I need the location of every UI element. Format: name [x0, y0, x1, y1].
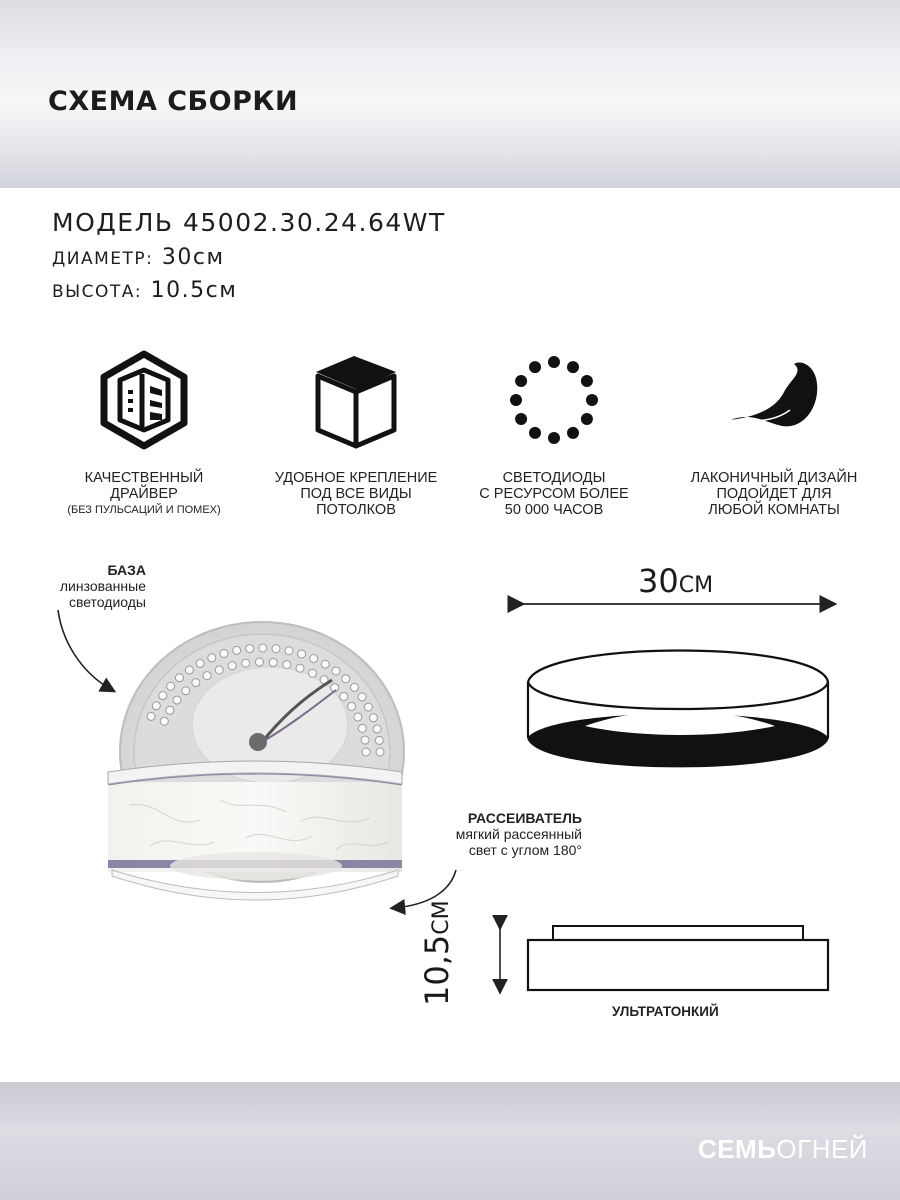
feature-leds-caption: СВЕТОДИОДЫ С РЕСУРСОМ БОЛЕЕ 50 000 ЧАСОВ [479, 470, 629, 518]
callout-base-line1: линзованные [59, 578, 146, 594]
led-bead [310, 655, 318, 663]
callout-base-line2: светодиоды [68, 594, 146, 610]
led-bead [167, 682, 175, 690]
led-bead [185, 666, 193, 674]
spec-model: МОДЕЛЬ 45002.30.24.64WT [52, 208, 446, 237]
led-bead [350, 683, 358, 691]
led-bead [283, 661, 291, 669]
top-dimension-drawing [520, 604, 832, 766]
led-bead [159, 692, 167, 700]
width-dimension-label [638, 562, 713, 600]
feature-mount-caption: УДОБНОЕ КРЕПЛЕНИЕ ПОД ВСЕ ВИДЫ ПОТОЛКОВ [274, 470, 438, 518]
led-bead [228, 662, 236, 670]
brand-part2: ОГНЕЙ [776, 1134, 868, 1164]
spec-height-label: ВЫСОТА: [52, 282, 143, 302]
led-bead [208, 654, 216, 662]
led-bead [364, 703, 372, 711]
feature-driver-note: (БЕЗ ПУЛЬСАЦИЙ И ПОМЕХ) [67, 504, 221, 516]
led-bead [375, 736, 383, 744]
brand-part1: СЕМЬ [697, 1134, 777, 1164]
led-bead [242, 659, 250, 667]
led-bead [369, 714, 377, 722]
led-bead [255, 658, 263, 666]
width-dimension-number: 30 [638, 562, 679, 600]
led-bead [175, 674, 183, 682]
led-bead [246, 645, 254, 653]
led-bead [160, 717, 168, 725]
led-bead [220, 650, 228, 658]
led-bead [308, 669, 316, 677]
led-bead [373, 725, 381, 733]
led-bead [215, 666, 223, 674]
callout-diffuser-line1: мягкий рассеянный [455, 826, 582, 842]
lamp-illustration [108, 622, 404, 900]
led-bead [361, 736, 369, 744]
led-bead [203, 672, 211, 680]
led-bead [358, 724, 366, 732]
led-bead [233, 646, 241, 654]
height-dimension-label [418, 900, 456, 1006]
height-dimension-number: 10,5 [418, 934, 456, 1006]
spec-height-value: 10.5см [142, 278, 238, 303]
led-bead [147, 712, 155, 720]
height-dimension-unit: СМ [429, 900, 454, 935]
profile-label: УЛЬТРАТОНКИЙ [612, 1004, 719, 1019]
led-bead [173, 696, 181, 704]
led-bead [272, 645, 280, 653]
led-bead [182, 687, 190, 695]
callout-base-arrow [58, 610, 112, 690]
led-bead [296, 664, 304, 672]
brand-logo [698, 1134, 868, 1165]
led-bead [321, 660, 329, 668]
feature-design-caption: ЛАКОНИЧНЫЙ ДИЗАЙН ПОДОЙДЕТ ДЛЯ ЛЮБОЙ КОМНАТЫ [690, 470, 858, 518]
spec-diameter-label: ДИАМЕТР: [52, 249, 154, 269]
led-bead [166, 706, 174, 714]
page-title: СХЕМА СБОРКИ [48, 86, 299, 117]
led-bead [152, 702, 160, 710]
callout-base-title: БАЗА [107, 562, 146, 578]
width-dimension-unit: СМ [678, 573, 714, 598]
side-profile-drawing [500, 926, 828, 990]
led-bead [332, 667, 340, 675]
led-bead [196, 659, 204, 667]
footer-band [0, 1082, 900, 1200]
led-bead [269, 659, 277, 667]
led-bead [342, 675, 350, 683]
callout-diffuser-title: РАССЕИВАТЕЛЬ [467, 810, 582, 826]
callout-diffuser-line2: свет с углом 180° [468, 842, 582, 858]
spec-diameter-value: 30см [153, 245, 225, 270]
led-bead [340, 692, 348, 700]
led-bead [376, 748, 384, 756]
led-bead [259, 644, 267, 652]
led-bead [285, 647, 293, 655]
led-bead [358, 693, 366, 701]
led-bead [192, 679, 200, 687]
feature-driver-caption: КАЧЕСТВЕННЫЙ ДРАЙВЕР [84, 470, 204, 502]
led-bead [298, 650, 306, 658]
led-bead [348, 702, 356, 710]
led-bead [354, 713, 362, 721]
led-bead [362, 748, 370, 756]
